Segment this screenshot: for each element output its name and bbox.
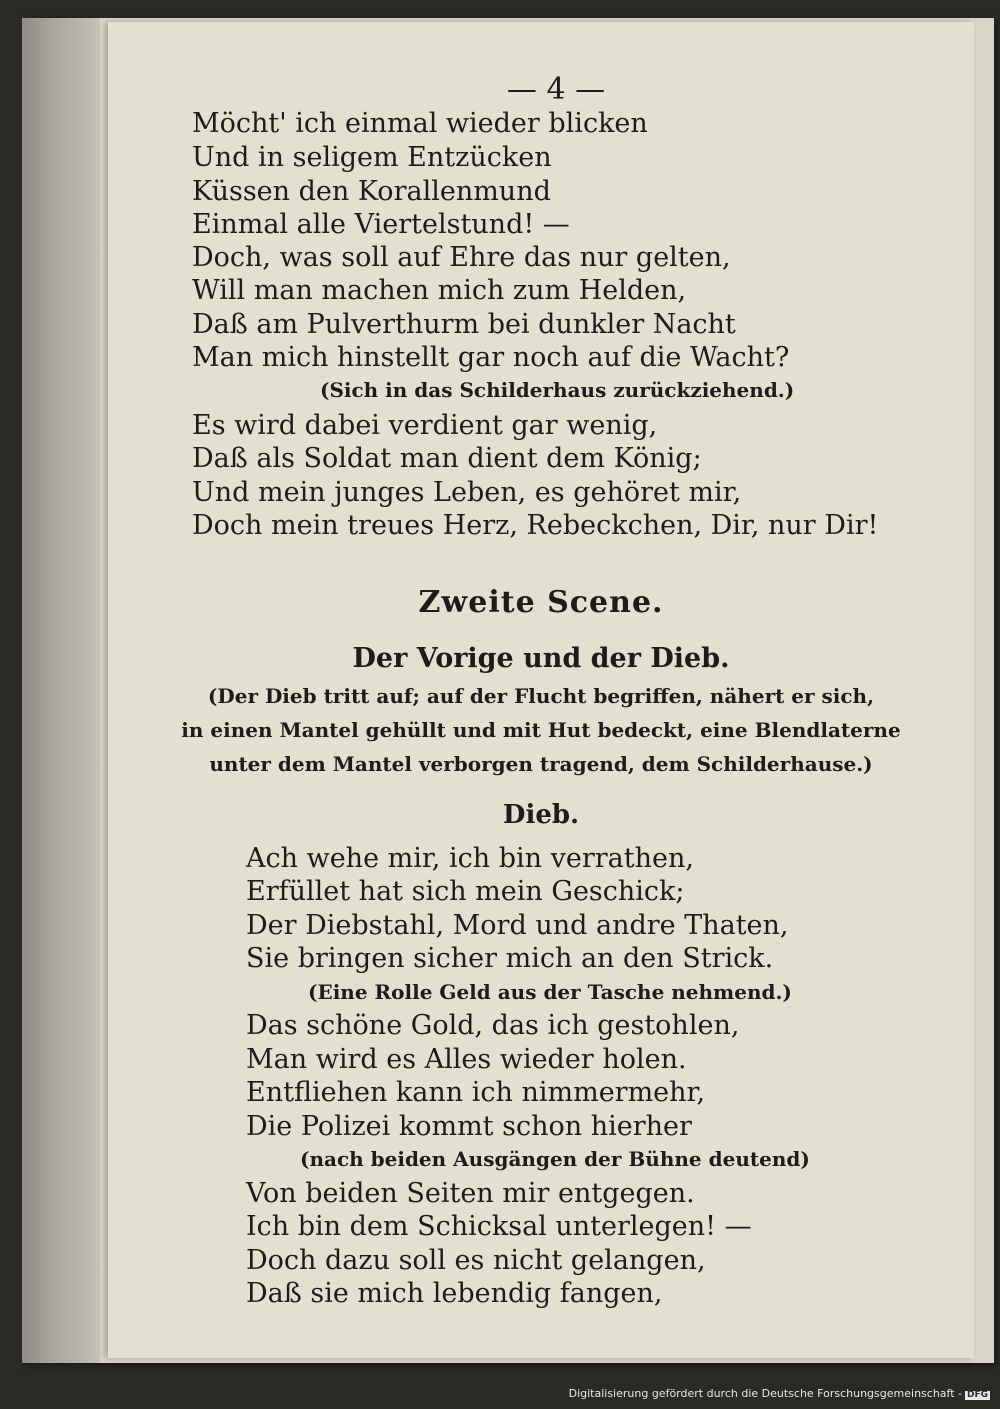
verse-line: Doch dazu soll es nicht gelangen, — [246, 1245, 706, 1276]
verse-line: Es wird dabei verdient gar wenig, — [192, 410, 658, 441]
stage-direction: (nach beiden Ausgängen der Bühne deutend) — [300, 1147, 810, 1171]
verse-line: Die Polizei kommt schon hierher — [246, 1111, 692, 1142]
stage-direction: (Sich in das Schilderhaus zurückziehend.) — [320, 378, 795, 402]
verse-line: Und in seligem Entzücken — [192, 142, 552, 173]
verse-line: Von beiden Seiten mir entgegen. — [246, 1178, 695, 1209]
page-number: — 4 — — [506, 72, 606, 107]
verse-line: Ach wehe mir, ich bin verrathen, — [246, 843, 694, 874]
page-edge-shadow — [22, 18, 100, 1363]
verse-line: Möcht' ich einmal wieder blicken — [192, 108, 648, 139]
verse-line: Ich bin dem Schicksal unterlegen! — — [246, 1211, 752, 1242]
stage-direction: unter dem Mantel verborgen tragend, dem Schilderhause.) — [209, 752, 873, 776]
verse-line: Will man machen mich zum Helden, — [192, 275, 687, 306]
digitization-footer — [569, 1388, 990, 1400]
book-page — [108, 22, 974, 1358]
verse-line: Entfliehen kann ich nimmermehr, — [246, 1077, 706, 1108]
stage-direction: (Eine Rolle Geld aus der Tasche nehmend.) — [308, 980, 792, 1004]
footer-text: Digitalisierung gefördert durch die Deutsche Forschungsgemeinschaft - — [568, 1387, 962, 1400]
dfg-logo: DFG — [966, 1390, 988, 1400]
verse-line: Küssen den Korallenmund — [192, 176, 551, 207]
stage-direction: (Der Dieb tritt auf; auf der Flucht begriffen, nähert er sich, — [207, 684, 875, 708]
verse-line: Das schöne Gold, das ich gestohlen, — [246, 1010, 740, 1041]
verse-line: Einmal alle Viertelstund! — — [192, 209, 570, 240]
verse-line: Daß am Pulverthurm bei dunkler Nacht — [192, 309, 736, 340]
verse-line: Doch, was soll auf Ehre das nur gelten, — [192, 242, 731, 273]
verse-line: Und mein junges Leben, es gehöret mir, — [192, 477, 742, 508]
verse-line: Man wird es Alles wieder holen. — [246, 1044, 687, 1075]
stage-direction: in einen Mantel gehüllt und mit Hut bedeckt, eine Blendlaterne — [181, 718, 901, 742]
scene-title: Zweite Scene. — [418, 585, 664, 620]
verse-line: Erfüllet hat sich mein Geschick; — [246, 876, 685, 907]
verse-line: Der Diebstahl, Mord und andre Thaten, — [246, 910, 789, 941]
scene-subtitle: Der Vorige und der Dieb. — [352, 643, 730, 674]
speaker-name: Dieb. — [502, 800, 580, 830]
verse-line: Man mich hinstellt gar noch auf die Wacht? — [192, 342, 790, 373]
verse-line: Sie bringen sicher mich an den Strick. — [246, 943, 774, 974]
verse-line: Doch mein treues Herz, Rebeckchen, Dir, nur Dir! — [192, 510, 879, 541]
verse-line: Daß als Soldat man dient dem König; — [192, 443, 702, 474]
verse-line: Daß sie mich lebendig fangen, — [246, 1278, 663, 1309]
